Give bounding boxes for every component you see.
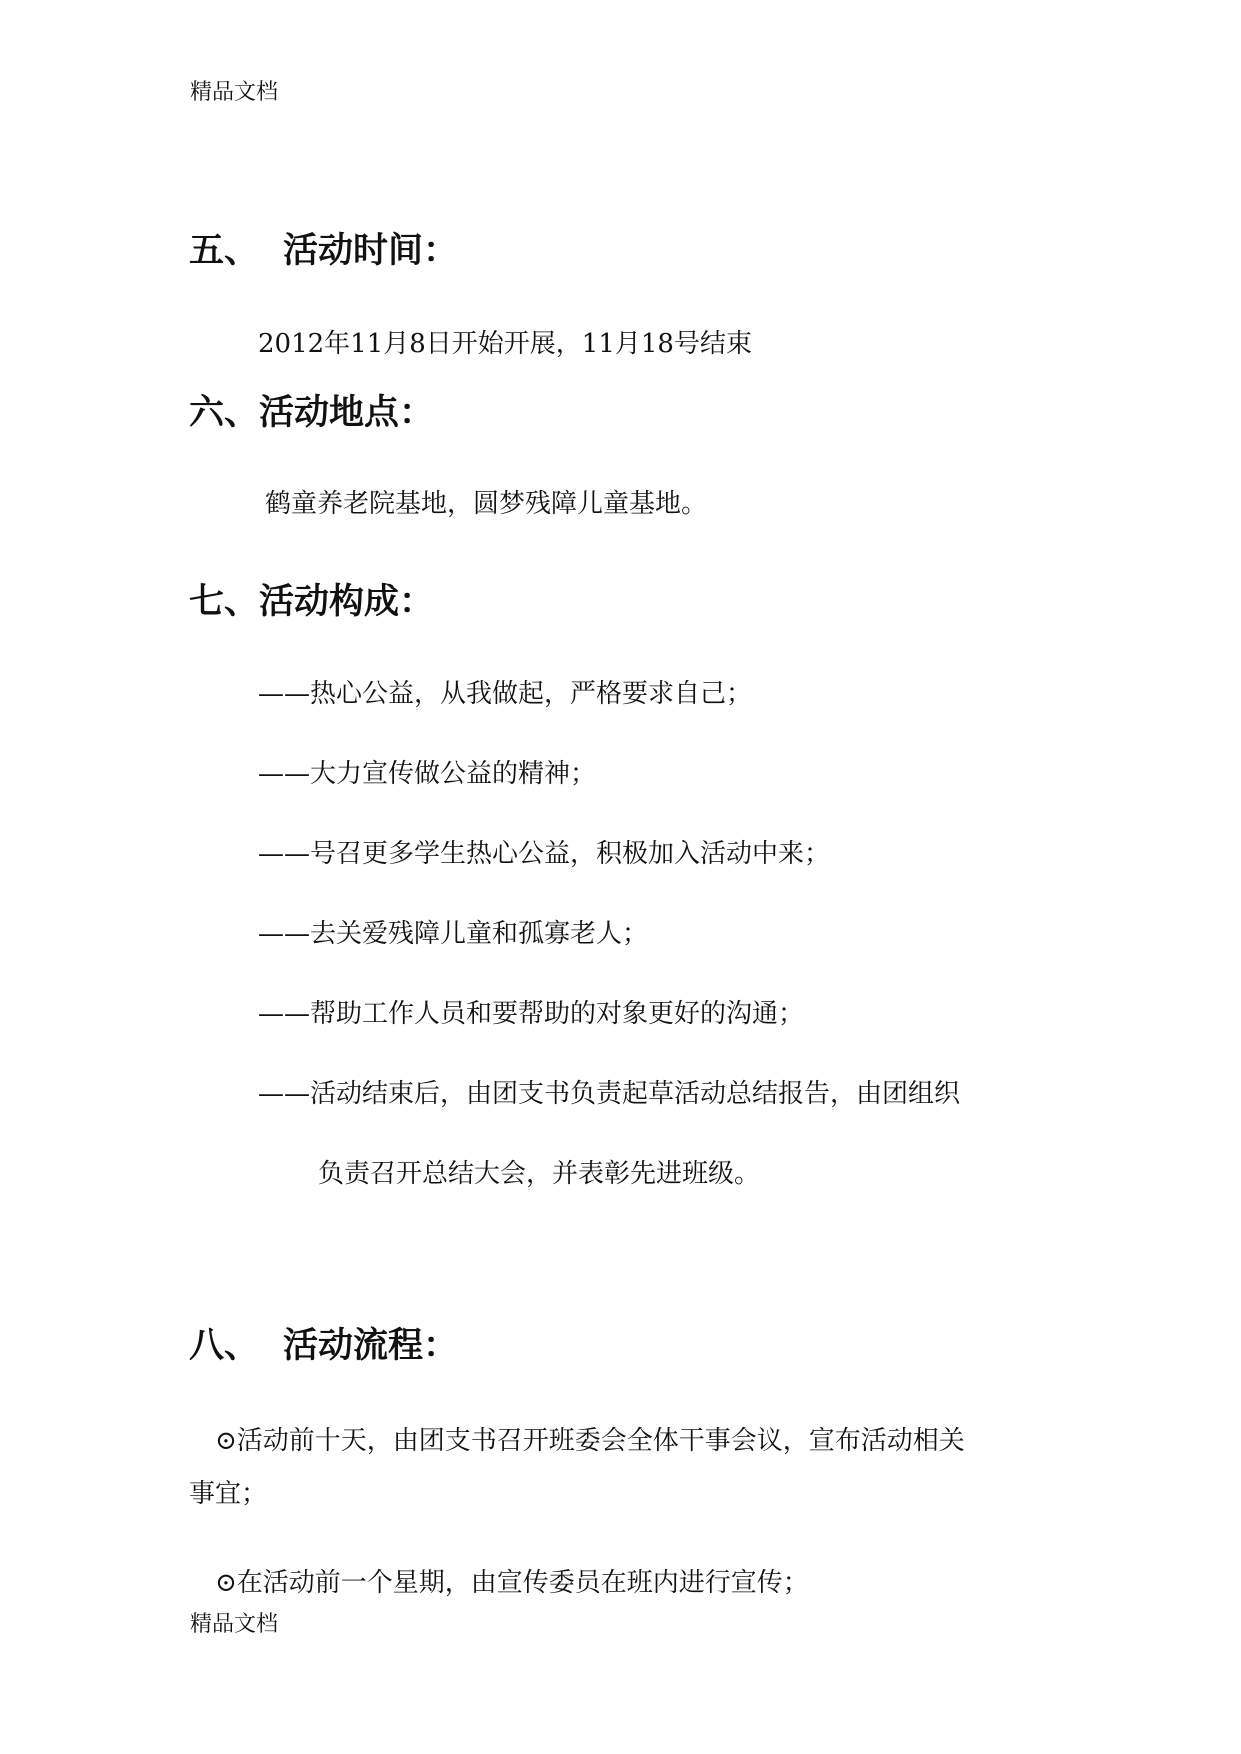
list-item: ——热心公益，从我做起，严格要求自己；	[258, 679, 753, 709]
section-number: 八、	[189, 1326, 260, 1366]
list-item: ——号召更多学生热心公益，积极加入活动中来；	[258, 839, 831, 869]
page-header: 精品文档	[190, 80, 279, 105]
time-paragraph: 2012年11月8日开始开展，11月18号结束	[258, 329, 752, 359]
page-footer: 精品文档	[190, 1612, 279, 1637]
list-item: ——去关爱残障儿童和孤寡老人；	[258, 919, 649, 949]
section-heading-time	[189, 230, 458, 272]
section-heading-process	[189, 1325, 458, 1367]
section-title: 活动时间：	[283, 231, 459, 271]
section-heading-place: 六、活动地点：	[189, 393, 435, 433]
list-item: ——帮助工作人员和要帮助的对象更好的沟通；	[258, 999, 805, 1029]
section-heading-composition: 七、活动构成：	[189, 582, 435, 622]
process-item-continuation: 事宜；	[189, 1479, 268, 1509]
place-paragraph: 鹤童养老院基地，圆梦残障儿童基地。	[265, 489, 708, 519]
list-item-continuation: 负责召开总结大会，并表彰先进班级。	[318, 1159, 761, 1189]
list-item: ——活动结束后，由团支书负责起草活动总结报告，由团组织	[258, 1079, 961, 1109]
process-item: ⊙活动前十天，由团支书召开班委会全体干事会议，宣布活动相关	[215, 1426, 965, 1456]
process-item: ⊙在活动前一个星期，由宣传委员在班内进行宣传；	[215, 1568, 809, 1598]
list-item: ——大力宣传做公益的精神；	[258, 759, 597, 789]
section-title: 活动流程：	[283, 1326, 459, 1366]
section-number: 五、	[189, 231, 260, 271]
